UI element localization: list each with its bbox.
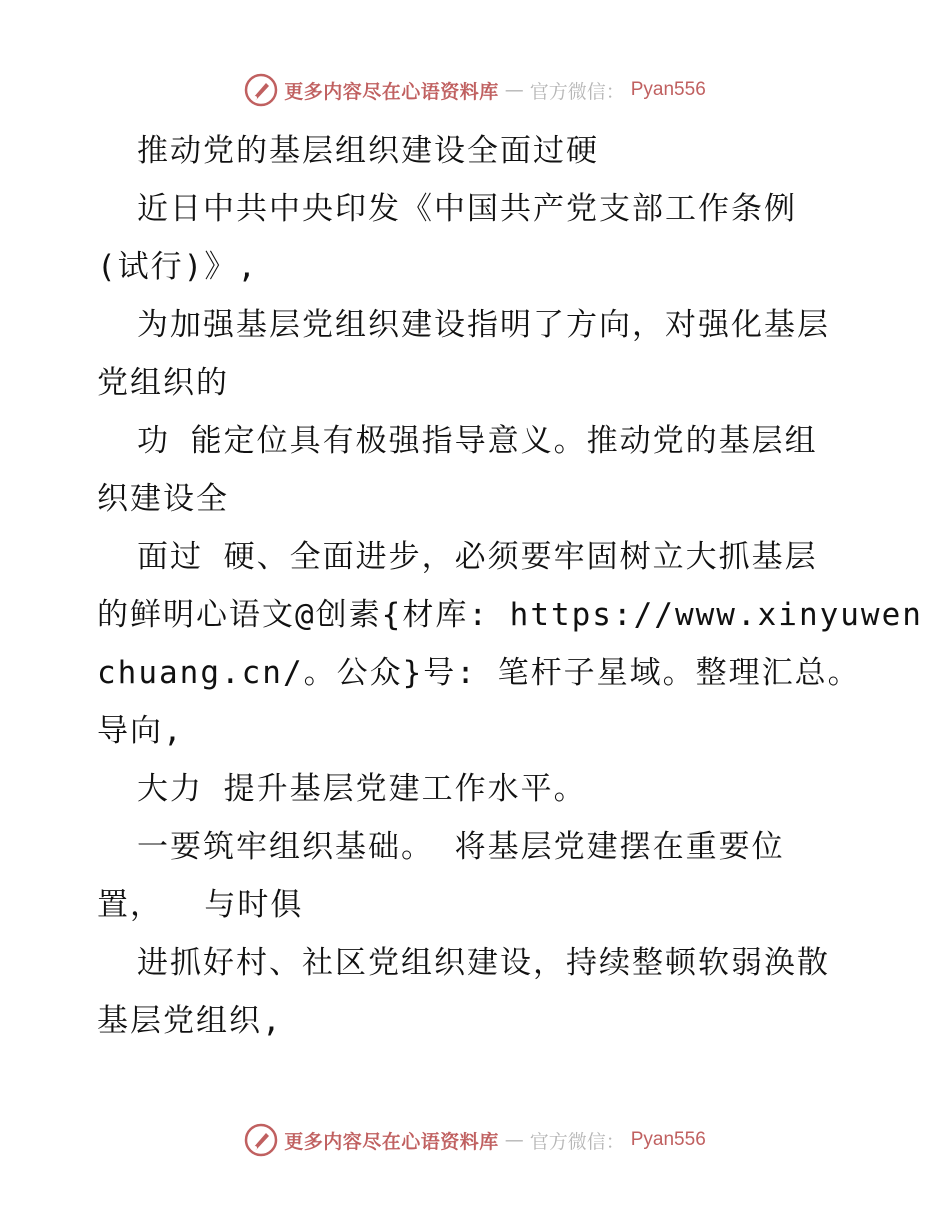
text-line: 一要筑牢组织基础。 将基层党建摆在重要位 — [137, 829, 785, 865]
banner-wechat-id: Pyan556 — [630, 79, 706, 100]
banner-dash: — — [504, 79, 524, 101]
quill-circle-icon — [244, 73, 278, 107]
text-line: chuang.cn/。公众}号: 笔杆子星域。整理汇总。 — [97, 655, 861, 691]
quill-circle-icon — [244, 1123, 278, 1157]
banner-dash: — — [504, 1129, 524, 1151]
text-line: 为加强基层党组织建设指明了方向，对强化基层 — [137, 307, 830, 343]
text-line: 织建设全 — [97, 481, 229, 517]
text-line: 进抓好村、社区党组织建设，持续整顿软弱涣散 — [137, 945, 830, 981]
text-line: (试行)》, — [97, 249, 258, 285]
text-line: 基层党组织, — [97, 1003, 283, 1039]
banner-main-text: 更多内容尽在心语资料库 — [284, 1130, 499, 1153]
text-line: 导向, — [97, 713, 184, 749]
banner-wechat-label: 官方微信： — [529, 80, 625, 103]
header-banner — [0, 70, 950, 110]
banner-wechat-id: Pyan556 — [630, 1129, 706, 1150]
footer-banner — [0, 1120, 950, 1160]
banner-main-text: 更多内容尽在心语资料库 — [284, 80, 499, 103]
text-line: 大力 提升基层党建工作水平。 — [137, 771, 587, 807]
text-line: 面过 硬、全面进步，必须要牢固树立大抓基层 — [137, 539, 818, 575]
text-line: 置， 与时俱 — [97, 887, 304, 923]
text-line: 的鲜明心语文@创素{材库: https://www.xinyuwen — [97, 597, 923, 633]
text-line: 功 能定位具有极强指导意义。推动党的基层组 — [137, 423, 818, 459]
text-line: 近日中共中央印发《中国共产党支部工作条例 — [137, 191, 797, 227]
banner-wechat-label: 官方微信： — [529, 1130, 625, 1153]
text-line: 党组织的 — [97, 365, 229, 401]
text-line: 推动党的基层组织建设全面过硬 — [137, 133, 599, 169]
document-body — [97, 122, 923, 1050]
